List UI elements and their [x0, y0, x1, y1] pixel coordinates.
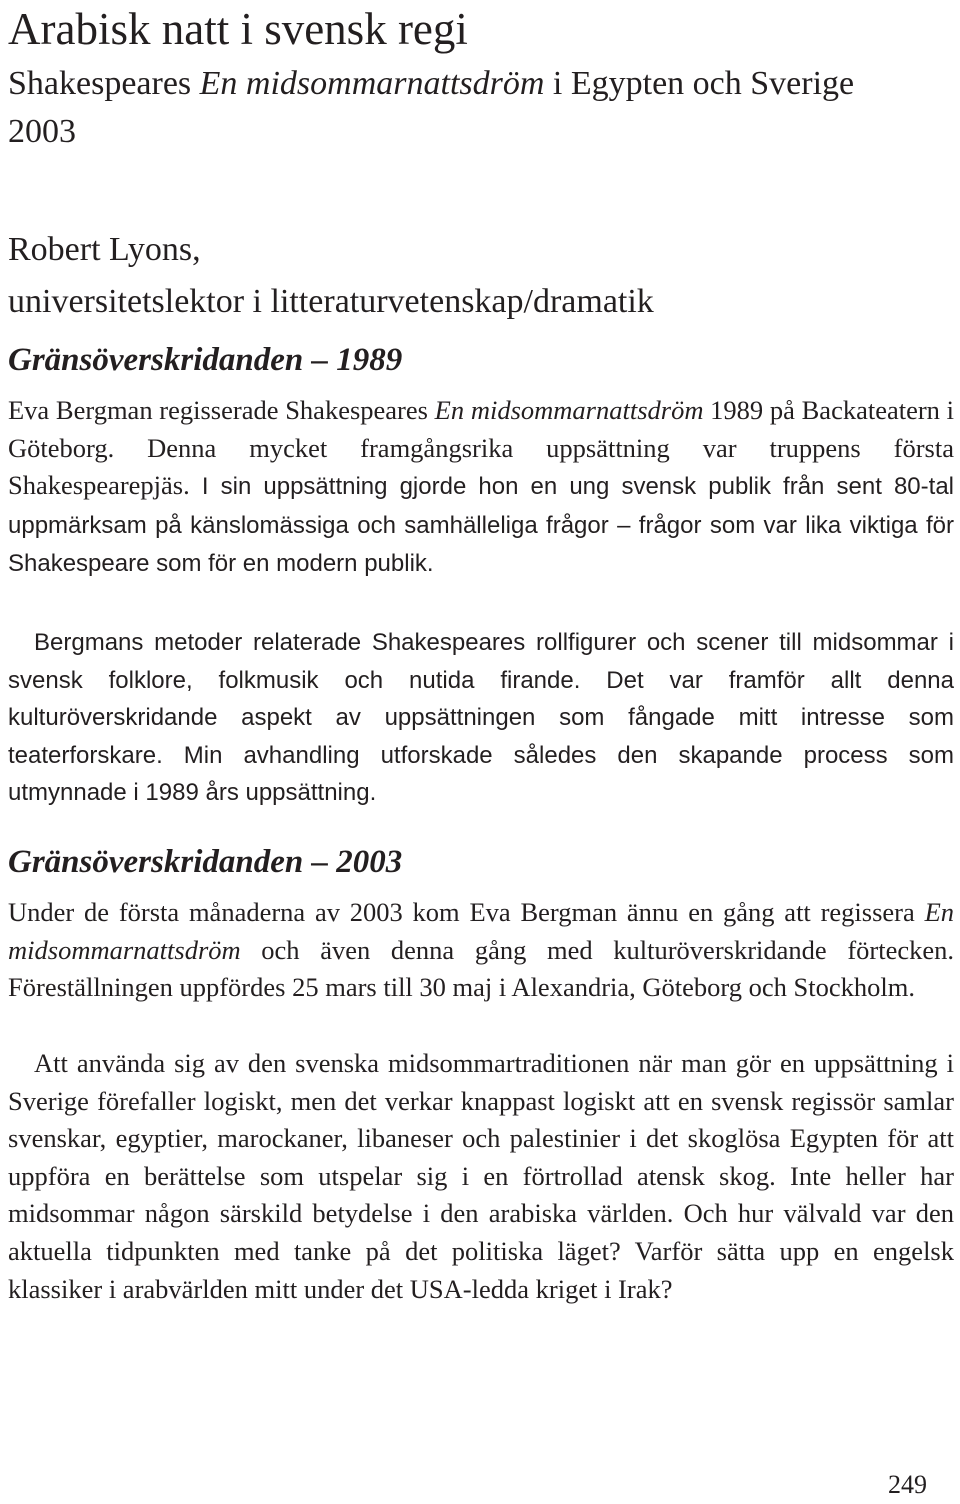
article-subtitle [8, 60, 928, 156]
article-title: Arabisk natt i svensk regi [8, 4, 468, 54]
section-heading-2003: Gränsöverskridanden – 2003 [8, 844, 403, 880]
subtitle-prefix: Shakespeares [8, 65, 200, 102]
author-position: universitetslektor i litteraturvetenskap/dramatik [8, 283, 654, 320]
paragraph-3-play-title: En midsommarnattsdröm [8, 897, 954, 965]
paragraph-1 [8, 392, 954, 583]
author-name: Robert Lyons, [8, 231, 201, 268]
paragraph-3-part-a: Under de första månaderna av 2003 kom Eva Bergman ännu en gång att regissera [8, 897, 925, 927]
paragraph-1-play-title: En midsommarnattsdröm [434, 395, 704, 425]
page-number: 249 [888, 1470, 927, 1499]
subtitle-suffix: i Egypten och Sverige 2003 [8, 65, 855, 150]
paragraph-3-part-b: och även denna gång med kulturöverskridande förtecken. Föreställningen uppfördes 25 mars till 30 maj i Alexandria, Göteborg och Stockholm. [8, 934, 954, 1003]
paragraph-4: Att använda sig av den svenska midsommartraditionen när man gör en uppsättning i Sverige förefaller logiskt, men det verkar knappast logiskt att en svensk regissör samlar svenskar, egyptier, marockaner, libaneser och palestinier i det skoglösa Egypten för att uppföra en berättelse som utspelar sig i en förtrollad atensk skog. Inte heller har midsommar någon särskild betydelse i den arabiska världen. Och hur välvald var den aktuella tidpunkten med tanke på det politiska läget? Varför sätta upp en engelsk klassiker i arabvärlden mitt under det USA-ledda kriget i Irak? [8, 1048, 954, 1304]
author-block [8, 224, 654, 328]
paragraph-1-part-c: I sin uppsättning gjorde hon en ung svensk publik från sent 80-tal uppmärksam på känslomässiga och samhälleliga frågor – frågor som var lika viktiga för Shakespeare som för en modern publik. [8, 473, 954, 578]
paragraph-3 [8, 894, 954, 1007]
paragraph-1-part-b: 1989 på Backateatern i Göteborg. Denna mycket framgångsrika uppsättning var truppens första Shakespearepjäs. [8, 395, 955, 501]
paragraph-1-part-a: Eva Bergman regisserade Shakespeares [8, 395, 435, 425]
paragraph-2: Bergmans metoder relaterade Shakespeares rollfigurer och scener till midsommar i svensk folklore, folkmusik och nutida firande. Det var framför allt denna kulturöverskridande aspekt av uppsättningen som fångade mitt intresse som teaterforskare. Min avhandling utforskade således den skapande process som utmynnade i 1989 års uppsättning. [8, 629, 954, 807]
section-heading-1989: Gränsöverskridanden – 1989 [8, 342, 403, 378]
subtitle-play-title: En midsommarnattsdröm [199, 65, 545, 102]
